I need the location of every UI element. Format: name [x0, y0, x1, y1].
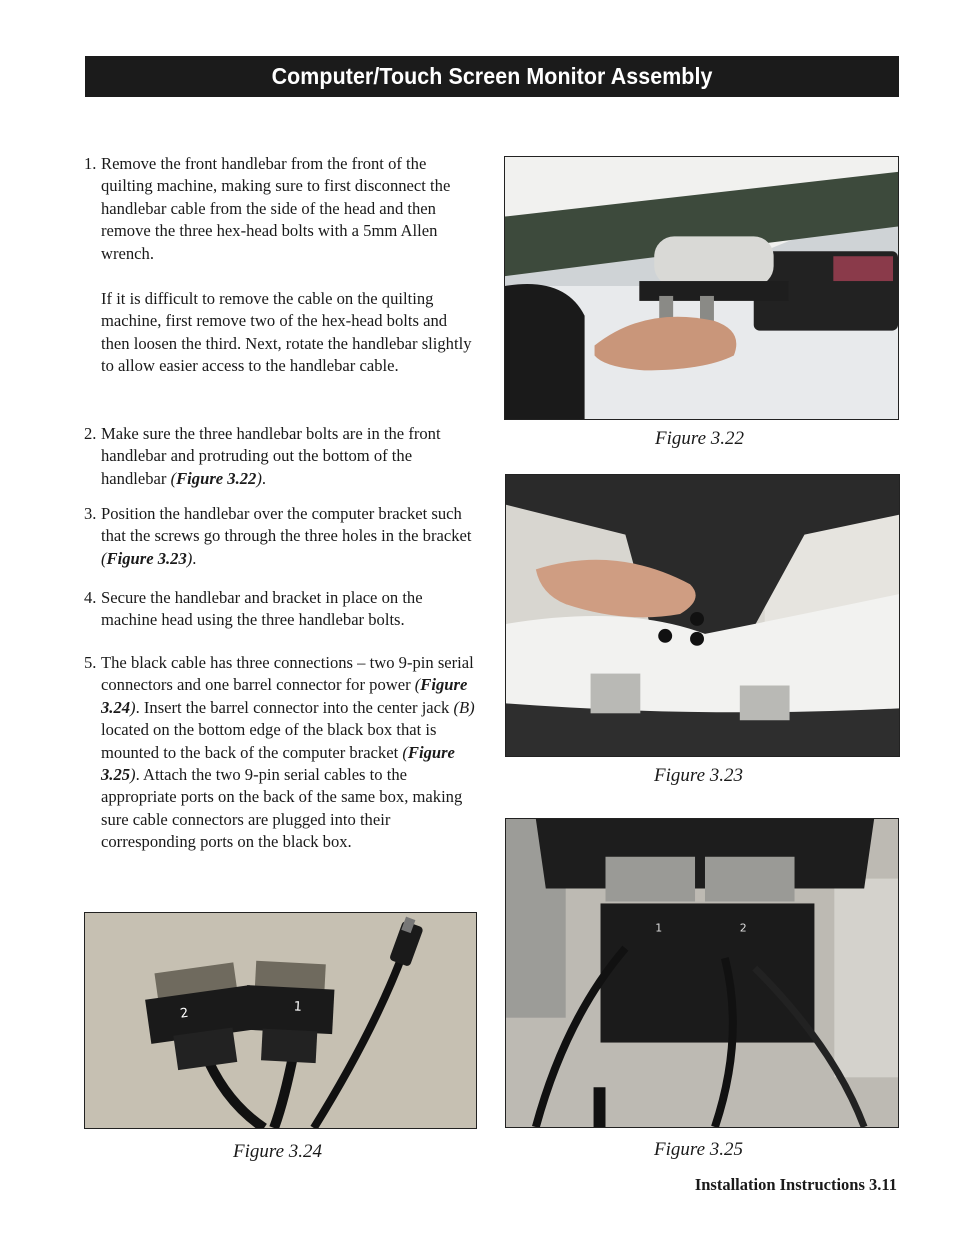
- page-footer: Installation Instructions 3.11: [694, 1175, 897, 1194]
- step-number: 3.: [84, 504, 97, 523]
- step-text: Secure the handlebar and bracket in place on the machine head using the three handlebar bolts.: [101, 588, 423, 630]
- connector-label-2: 2: [179, 1005, 190, 1022]
- step-text: The black cable has three connections – two 9-pin serial connectors and one barrel connector for power (Figure 3.24). Insert the barrel connector into the center jack (B) located on the bottom edge of the black box that is mounted to the back of the computer bracket (Figure 3.25). Attach the two 9-pin serial cables to the appropriate ports on the back of the same box, making sure cable connectors are plugged into their corresponding ports on the black box.: [101, 653, 475, 852]
- figure-3-22-caption: Figure 3.22: [655, 428, 745, 449]
- figure-reference: Figure 3.23: [106, 548, 187, 568]
- step-3: [84, 503, 476, 570]
- step-number: 2.: [84, 424, 97, 443]
- figure-3-23-photo: [505, 474, 900, 757]
- step-text: Remove the front handlebar from the front of the quilting machine, making sure to first disconnect the handlebar cable from the side of the head and then remove the three hex-head bolts with a 5mm Allen wrench.: [101, 154, 451, 263]
- jack-label: (B): [453, 697, 475, 717]
- port-label-1: 1: [655, 921, 663, 935]
- step-5: [84, 652, 476, 854]
- step-1-note: [84, 288, 476, 378]
- figure-3-24-photo: [84, 912, 477, 1129]
- figure-3-25-caption: Figure 3.25: [654, 1139, 744, 1160]
- figure-3-24-caption: Figure 3.24: [233, 1141, 323, 1162]
- step-4: [84, 587, 476, 632]
- figure-reference: Figure 3.24: [101, 675, 468, 717]
- figure-3-22-photo: [504, 156, 899, 420]
- connector-label-1: 1: [293, 999, 303, 1015]
- page-title: Computer/Touch Screen Monitor Assembly: [271, 63, 713, 89]
- port-label-2: 2: [739, 921, 747, 935]
- step-text: Position the handlebar over the computer bracket such that the screws go through the three holes in the bracket (Figure 3.23).: [101, 504, 472, 568]
- step-number: 4.: [84, 588, 97, 607]
- figure-3-23-caption: Figure 3.23: [654, 765, 744, 786]
- step-number: 5.: [84, 653, 97, 672]
- step-1: [84, 153, 476, 265]
- title-banner: [85, 56, 899, 97]
- step-2: [84, 423, 476, 490]
- step-number: 1.: [84, 154, 97, 173]
- figure-3-25-photo: [505, 818, 899, 1128]
- step-note-text: If it is difficult to remove the cable on the quilting machine, first remove two of the hex-head bolts and then loosen the third. Next, rotate the handlebar slightly to allow easier access to the handlebar cable.: [101, 289, 472, 376]
- figure-reference: Figure 3.22: [176, 468, 257, 488]
- step-text: Make sure the three handlebar bolts are in the front handlebar and protruding out the bottom of the handlebar (Figure 3.22).: [101, 424, 441, 488]
- figure-reference: Figure 3.25: [101, 742, 455, 785]
